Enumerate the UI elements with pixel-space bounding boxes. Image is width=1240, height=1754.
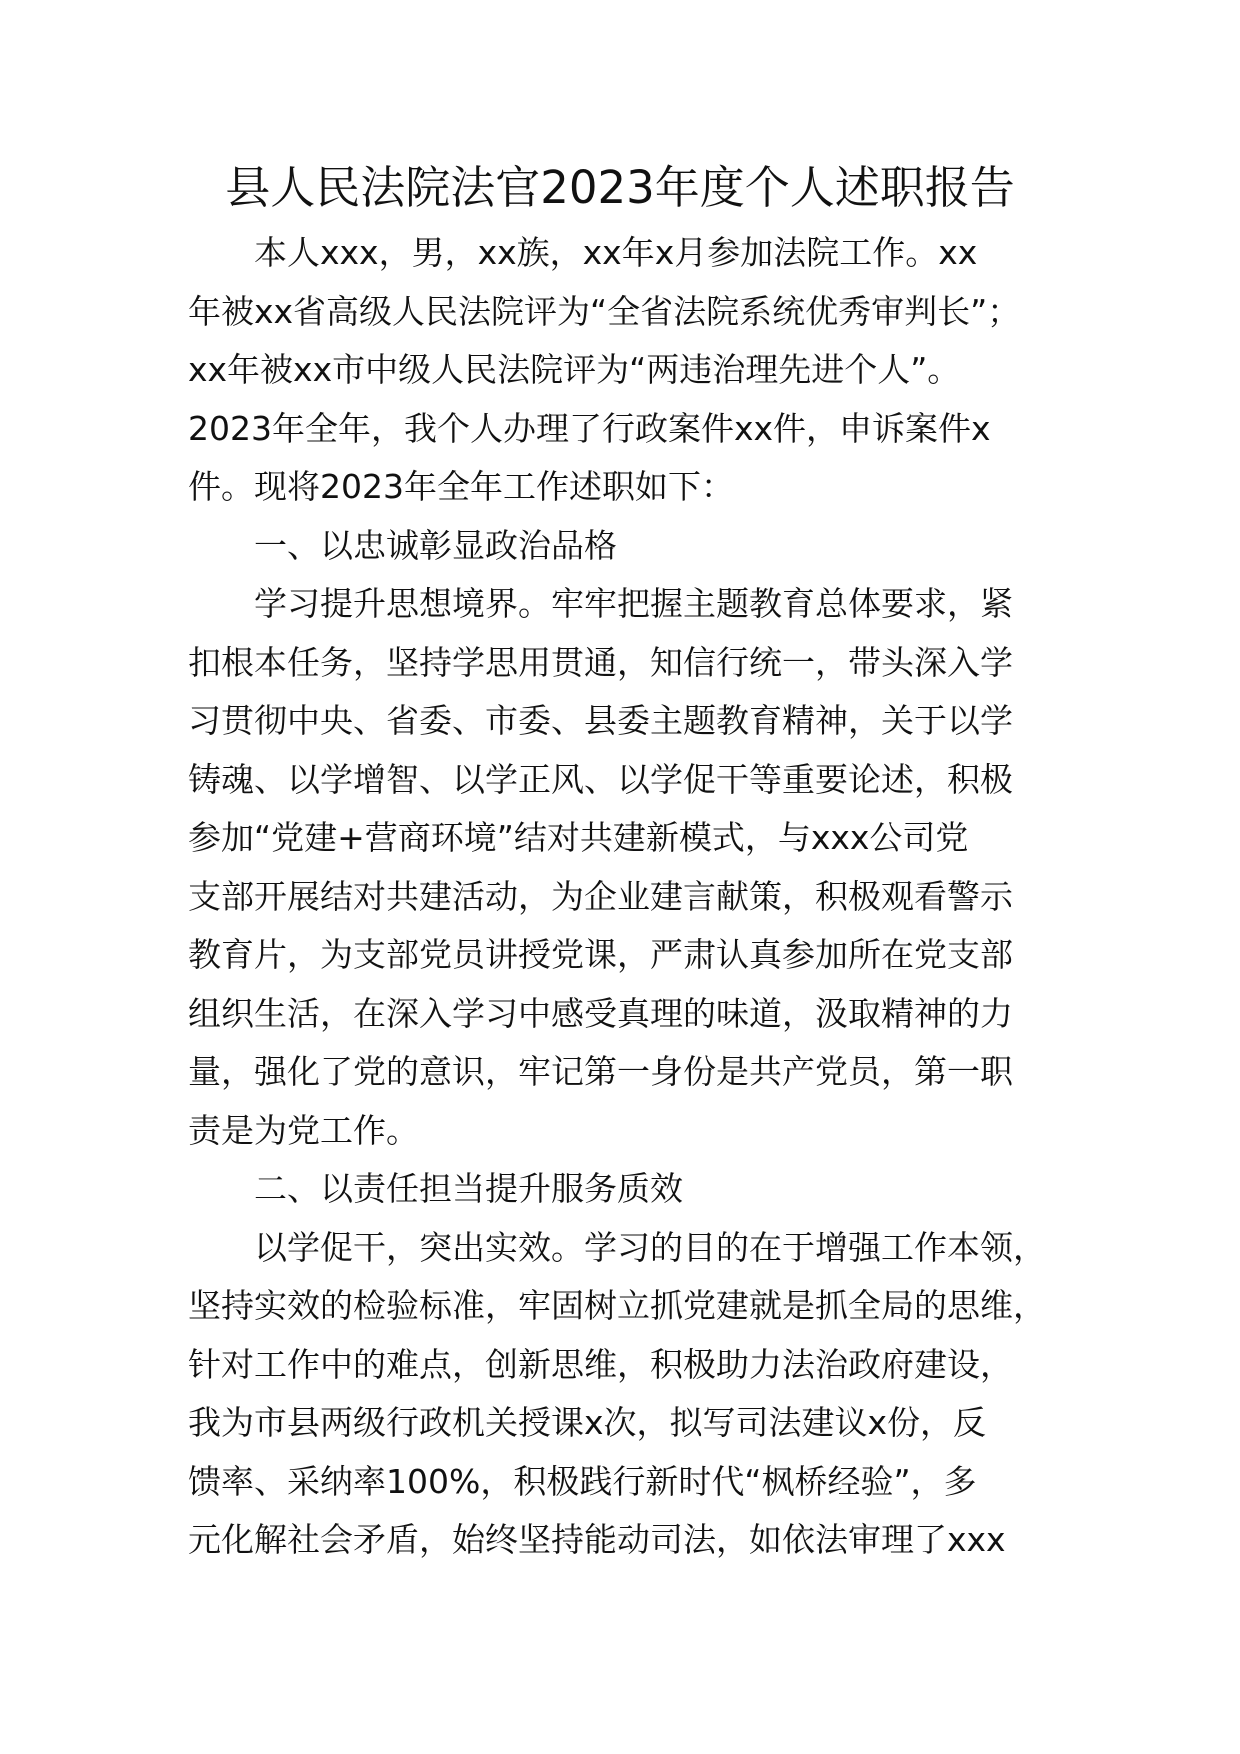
paragraph-line: 2023年全年，我个人办理了行政案件xx件，申诉案件x — [188, 408, 991, 448]
paragraph-line: 责是为党工作。 — [188, 1110, 419, 1150]
paragraph-line: 铸魂、以学增智、以学正风、以学促干等重要论述，积极 — [188, 759, 1013, 799]
paragraph-line: 我为市县两级行政机关授课x次，拟写司法建议x份，反 — [188, 1403, 987, 1442]
paragraph-line: 扣根本任务，坚持学思用贯通，知信行统一，带头深入学 — [188, 642, 1013, 682]
section-heading: 二、以责任担当提升服务质效 — [254, 1169, 683, 1208]
paragraph-line: 件。现将2023年全年工作述职如下： — [188, 467, 734, 506]
paragraph-line: 习贯彻中央、省委、市委、县委主题教育精神，关于以学 — [188, 701, 1013, 740]
paragraph-line: 组织生活，在深入学习中感受真理的味道，汲取精神的力 — [188, 993, 1013, 1033]
section-heading: 一、以忠诚彰显政治品格 — [254, 525, 617, 565]
paragraph-line: 针对工作中的难点，创新思维，积极助力法治政府建设， — [188, 1344, 1013, 1384]
paragraph-line: 本人xxx，男，xx族，xx年x月参加法院工作。xx — [254, 233, 978, 272]
paragraph-line: xx年被xx市中级人民法院评为“两违治理先进个人”。 — [188, 350, 961, 389]
paragraph-line: 量，强化了党的意识，牢记第一身份是共产党员，第一职 — [188, 1052, 1013, 1091]
paragraph-line: 馈率、采纳率100%，积极践行新时代“枫桥经验”，多 — [188, 1461, 977, 1501]
paragraph-line: 参加“党建+营商环境”结对共建新模式，与xxx公司党 — [188, 818, 969, 857]
paragraph-line: 支部开展结对共建活动，为企业建言献策，积极观看警示 — [188, 876, 1013, 916]
paragraph-line: 元化解社会矛盾，始终坚持能动司法，如依法审理了xxx — [188, 1520, 1006, 1559]
paragraph-line: 年被xx省高级人民法院评为“全省法院系统优秀审判长”； — [188, 291, 1021, 331]
paragraph-line: 以学促干，突出实效。学习的目的在于增强工作本领， — [254, 1227, 1046, 1267]
paragraph-line: 坚持实效的检验标准，牢固树立抓党建就是抓全局的思维， — [188, 1286, 1046, 1325]
paragraph-line: 教育片，为支部党员讲授党课，严肃认真参加所在党支部 — [188, 935, 1013, 974]
document-title: 县人民法院法官2023年度个人述职报告 — [225, 161, 1015, 214]
document-body — [188, 224, 1068, 1570]
paragraph-line: 学习提升思想境界。牢牢把握主题教育总体要求，紧 — [254, 584, 1013, 623]
